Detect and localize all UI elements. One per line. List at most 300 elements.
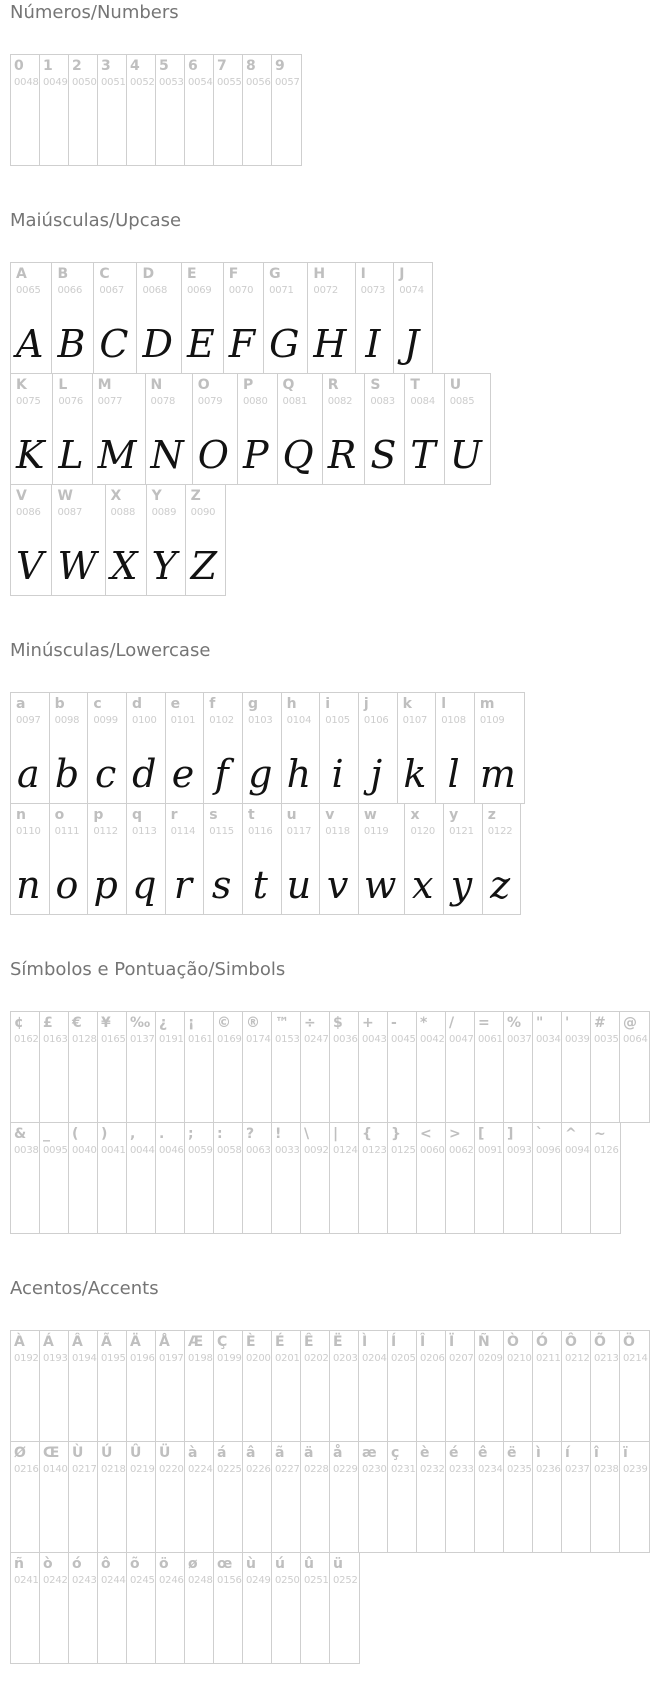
- char-cell: [69, 1442, 98, 1552]
- cell-char: ~: [594, 1126, 606, 1142]
- cell-char: D: [142, 266, 155, 282]
- cell-code: 0213: [594, 1352, 619, 1364]
- char-cell: [330, 1331, 359, 1441]
- char-cell: [11, 55, 40, 165]
- cell-char: *: [420, 1015, 428, 1031]
- cell-code: 0216: [14, 1463, 39, 1475]
- cell-code: 0033: [275, 1144, 300, 1156]
- cell-code: 0104: [286, 714, 312, 726]
- char-cell: [214, 1442, 243, 1552]
- cell-char: h: [286, 696, 297, 712]
- cell-char: @: [623, 1015, 637, 1031]
- cell-char: ': [565, 1015, 570, 1031]
- cell-char: Á: [43, 1334, 54, 1350]
- cell-char: Ê: [304, 1334, 314, 1350]
- char-cell: [475, 1012, 504, 1122]
- char-cell: [243, 693, 282, 803]
- char-cell: [69, 1123, 98, 1233]
- cell-code: 0049: [43, 76, 68, 88]
- char-cell: [272, 1123, 301, 1233]
- cell-code: 0128: [72, 1033, 97, 1045]
- char-cell: [98, 1442, 127, 1552]
- cell-code: 0046: [159, 1144, 184, 1156]
- cell-code: 0044: [130, 1144, 155, 1156]
- cell-glyph: Q: [282, 433, 314, 477]
- cell-glyph: K: [16, 433, 45, 477]
- cell-glyph: f: [214, 752, 229, 796]
- cell-char: Y: [151, 488, 162, 504]
- cell-char: 3: [101, 58, 111, 74]
- char-cell: [52, 263, 94, 373]
- cell-char: Ã: [101, 1334, 112, 1350]
- cell-code: 0080: [242, 395, 268, 407]
- cell-char: o: [54, 807, 65, 823]
- char-cell: [146, 374, 193, 484]
- char-cell: [356, 263, 395, 373]
- char-cell: [11, 1442, 40, 1552]
- cell-char: é: [449, 1445, 459, 1461]
- cell-code: 0217: [72, 1463, 97, 1475]
- cell-char: ô: [101, 1556, 111, 1572]
- cell-glyph: z: [490, 863, 511, 907]
- char-cell: [591, 1012, 620, 1122]
- cell-char: q: [131, 807, 142, 823]
- char-cell: [94, 263, 137, 373]
- char-cell: [98, 1553, 127, 1663]
- char-row: [10, 1441, 650, 1553]
- cell-char: e: [170, 696, 181, 712]
- char-cell: [127, 1553, 156, 1663]
- cell-code: 0125: [391, 1144, 416, 1156]
- cell-code: 0069: [186, 284, 212, 296]
- cell-code: 0109: [479, 714, 505, 726]
- cell-char: ü: [333, 1556, 343, 1572]
- char-cell: [272, 1442, 301, 1552]
- character-map: [10, 2, 651, 1664]
- cell-code: 0099: [93, 714, 118, 726]
- cell-code: 0174: [246, 1033, 271, 1045]
- char-cell: [417, 1123, 446, 1233]
- cell-char: (: [72, 1126, 79, 1142]
- cell-char: 0: [14, 58, 24, 74]
- cell-char: |: [333, 1126, 339, 1142]
- char-cell: [504, 1123, 533, 1233]
- cell-char: 2: [72, 58, 82, 74]
- char-cell: [475, 1123, 504, 1233]
- cell-code: 0113: [131, 825, 157, 837]
- cell-glyph: A: [16, 322, 44, 366]
- cell-glyph: Y: [151, 544, 177, 588]
- cell-code: 0036: [333, 1033, 358, 1045]
- char-cell: [278, 374, 323, 484]
- cell-code: 0065: [16, 284, 41, 296]
- char-cell: [388, 1012, 417, 1122]
- cell-code: 0070: [228, 284, 254, 296]
- char-cell: [417, 1012, 446, 1122]
- cell-char: f: [209, 696, 216, 712]
- cell-char: ^: [565, 1126, 577, 1142]
- char-cell: [11, 804, 50, 914]
- cell-glyph: p: [93, 863, 118, 907]
- cell-char: X: [110, 488, 122, 504]
- cell-code: 0037: [507, 1033, 532, 1045]
- cell-glyph: y: [450, 863, 473, 907]
- cell-char: G: [269, 266, 281, 282]
- char-row: [10, 373, 491, 485]
- charmap-section: [10, 2, 651, 166]
- cell-char: Í: [391, 1334, 397, 1350]
- cell-code: 0039: [565, 1033, 590, 1045]
- cell-code: 0119: [363, 825, 389, 837]
- cell-code: 0228: [304, 1463, 329, 1475]
- cell-code: 0059: [188, 1144, 213, 1156]
- char-cell: [50, 693, 89, 803]
- char-cell: [243, 1123, 272, 1233]
- char-cell: [444, 804, 483, 914]
- char-cell: [127, 1012, 156, 1122]
- char-cell: [272, 1553, 301, 1663]
- cell-glyph: l: [447, 752, 460, 796]
- char-cell: [40, 1553, 69, 1663]
- char-cell: [475, 693, 524, 803]
- charmap-section: [10, 959, 651, 1234]
- char-cell: [533, 1331, 562, 1441]
- cell-char: :: [217, 1126, 223, 1142]
- char-cell: [562, 1123, 591, 1233]
- cell-char: À: [14, 1334, 25, 1350]
- char-cell: [301, 1012, 330, 1122]
- char-cell: [127, 1442, 156, 1552]
- cell-code: 0092: [304, 1144, 329, 1156]
- char-cell: [127, 693, 166, 803]
- char-cell: [53, 374, 92, 484]
- cell-code: 0161: [188, 1033, 213, 1045]
- cell-char: &: [14, 1126, 27, 1142]
- cell-code: 0156: [217, 1574, 242, 1586]
- cell-code: 0121: [449, 825, 474, 837]
- cell-char: ‰: [130, 1015, 151, 1031]
- cell-code: 0062: [449, 1144, 474, 1156]
- cell-glyph: o: [55, 863, 79, 907]
- char-cell: [127, 804, 166, 914]
- cell-glyph: n: [16, 863, 41, 907]
- char-cell: [359, 804, 406, 914]
- cell-char: ¿: [159, 1015, 168, 1031]
- cell-char: î: [594, 1445, 599, 1461]
- char-cell: [147, 485, 186, 595]
- cell-char: û: [304, 1556, 314, 1572]
- cell-char: F: [228, 266, 239, 282]
- cell-glyph: M: [97, 433, 137, 477]
- cell-glyph: u: [286, 863, 312, 907]
- cell-char: Ì: [362, 1334, 368, 1350]
- cell-code: 0038: [14, 1144, 39, 1156]
- cell-code: 0091: [478, 1144, 503, 1156]
- char-cell: [214, 1553, 243, 1663]
- cell-glyph: I: [365, 322, 381, 366]
- char-cell: [11, 693, 50, 803]
- cell-code: 0236: [536, 1463, 561, 1475]
- char-cell: [330, 1442, 359, 1552]
- cell-code: 0112: [93, 825, 118, 837]
- cell-char: 1: [43, 58, 53, 74]
- cell-char: Ó: [536, 1334, 548, 1350]
- cell-char: 4: [130, 58, 140, 74]
- cell-char: a: [16, 696, 26, 712]
- cell-char: t: [247, 807, 255, 823]
- cell-glyph: D: [142, 322, 173, 366]
- cell-code: 0107: [402, 714, 428, 726]
- cell-glyph: S: [370, 433, 397, 477]
- cell-code: 0237: [565, 1463, 590, 1475]
- char-cell: [301, 1331, 330, 1441]
- cell-code: 0068: [142, 284, 168, 296]
- char-cell: [301, 1553, 330, 1663]
- cell-code: 0210: [507, 1352, 532, 1364]
- char-cell: [127, 55, 156, 165]
- char-cell: [156, 1123, 185, 1233]
- cell-code: 0153: [275, 1033, 300, 1045]
- section-rows: [10, 54, 651, 166]
- cell-char: l: [441, 696, 447, 712]
- cell-char: T: [410, 377, 420, 393]
- charmap-section: [10, 1278, 651, 1664]
- cell-code: 0235: [507, 1463, 532, 1475]
- cell-glyph: F: [228, 322, 256, 366]
- char-cell: [185, 1553, 214, 1663]
- cell-char: ÷: [304, 1015, 316, 1031]
- cell-char: Z: [190, 488, 201, 504]
- char-cell: [330, 1123, 359, 1233]
- cell-char: M: [97, 377, 112, 393]
- cell-char: œ: [217, 1556, 233, 1572]
- cell-char: .: [159, 1126, 165, 1142]
- char-cell: [562, 1442, 591, 1552]
- cell-char: £: [43, 1015, 53, 1031]
- cell-code: 0087: [57, 506, 83, 518]
- cell-char: J: [399, 266, 405, 282]
- cell-code: 0169: [217, 1033, 242, 1045]
- char-cell: [359, 1442, 388, 1552]
- cell-char: s: [209, 807, 218, 823]
- char-cell: [330, 1012, 359, 1122]
- cell-char: 5: [159, 58, 169, 74]
- cell-glyph: a: [17, 752, 40, 796]
- cell-char: \: [304, 1126, 310, 1142]
- cell-code: 0244: [101, 1574, 126, 1586]
- char-cell: [264, 263, 308, 373]
- char-cell: [214, 55, 243, 165]
- cell-char: ë: [507, 1445, 517, 1461]
- cell-char: C: [99, 266, 110, 282]
- cell-glyph: m: [479, 752, 516, 796]
- cell-code: 0229: [333, 1463, 358, 1475]
- cell-glyph: j: [370, 752, 383, 796]
- cell-glyph: G: [269, 322, 300, 366]
- cell-code: 0220: [159, 1463, 184, 1475]
- cell-code: 0110: [16, 825, 41, 837]
- cell-code: 0086: [16, 506, 41, 518]
- char-cell: [69, 55, 98, 165]
- char-row: [10, 1122, 621, 1234]
- cell-code: 0165: [101, 1033, 126, 1045]
- char-cell: [436, 693, 475, 803]
- cell-code: 0246: [159, 1574, 184, 1586]
- char-cell: [388, 1442, 417, 1552]
- cell-code: 0218: [101, 1463, 126, 1475]
- cell-char: j: [363, 696, 369, 712]
- cell-char: E: [186, 266, 197, 282]
- cell-char: Ë: [333, 1334, 343, 1350]
- cell-char: è: [420, 1445, 430, 1461]
- cell-code: 0098: [54, 714, 80, 726]
- cell-char: ñ: [14, 1556, 24, 1572]
- char-row: [10, 1552, 360, 1664]
- cell-code: 0122: [487, 825, 513, 837]
- cell-code: 0056: [246, 76, 271, 88]
- cell-code: 0247: [304, 1033, 329, 1045]
- cell-code: 0194: [72, 1352, 97, 1364]
- char-cell: [475, 1442, 504, 1552]
- char-cell: [405, 374, 444, 484]
- cell-char: W: [57, 488, 73, 504]
- cell-code: 0060: [420, 1144, 445, 1156]
- cell-code: 0115: [209, 825, 234, 837]
- cell-code: 0041: [101, 1144, 126, 1156]
- cell-char: %: [507, 1015, 522, 1031]
- cell-code: 0079: [197, 395, 223, 407]
- cell-glyph: B: [57, 322, 86, 366]
- cell-char: ø: [188, 1556, 198, 1572]
- cell-char: Å: [159, 1334, 170, 1350]
- cell-char: Ï: [449, 1334, 455, 1350]
- section-rows: [10, 1330, 651, 1664]
- char-cell: [323, 374, 366, 484]
- cell-code: 0108: [441, 714, 466, 726]
- char-cell: [359, 1012, 388, 1122]
- cell-char: ®: [246, 1015, 260, 1031]
- cell-char: {: [362, 1126, 372, 1142]
- cell-char: c: [93, 696, 102, 712]
- cell-code: 0084: [410, 395, 436, 407]
- cell-char: ": [536, 1015, 544, 1031]
- cell-char: I: [360, 266, 366, 282]
- cell-code: 0245: [130, 1574, 155, 1586]
- char-cell: [405, 804, 444, 914]
- cell-code: 0242: [43, 1574, 68, 1586]
- cell-code: 0198: [188, 1352, 213, 1364]
- cell-code: 0230: [362, 1463, 387, 1475]
- cell-code: 0197: [159, 1352, 184, 1364]
- char-cell: [243, 1553, 272, 1663]
- cell-code: 0231: [391, 1463, 416, 1475]
- cell-code: 0051: [101, 76, 126, 88]
- cell-char: P: [242, 377, 254, 393]
- cell-code: 0116: [247, 825, 273, 837]
- cell-code: 0199: [217, 1352, 242, 1364]
- cell-char: à: [188, 1445, 198, 1461]
- char-cell: [359, 693, 398, 803]
- char-cell: [98, 1012, 127, 1122]
- cell-code: 0101: [170, 714, 196, 726]
- cell-char: -: [391, 1015, 397, 1031]
- cell-code: 0206: [420, 1352, 445, 1364]
- cell-code: 0201: [275, 1352, 300, 1364]
- cell-glyph: W: [57, 544, 97, 588]
- char-cell: [446, 1442, 475, 1552]
- cell-glyph: b: [54, 752, 80, 796]
- char-cell: [69, 1331, 98, 1441]
- cell-code: 0124: [333, 1144, 358, 1156]
- cell-code: 0076: [58, 395, 84, 407]
- cell-char: m: [479, 696, 495, 712]
- cell-char: Ø: [14, 1445, 26, 1461]
- cell-char: å: [333, 1445, 343, 1461]
- char-cell: [106, 485, 147, 595]
- char-cell: [533, 1123, 562, 1233]
- cell-code: 0106: [363, 714, 389, 726]
- section-title: Símbolos e Pontuação/Simbols: [10, 959, 286, 980]
- cell-glyph: J: [403, 322, 420, 366]
- cell-code: 0191: [159, 1033, 184, 1045]
- cell-code: 0100: [131, 714, 157, 726]
- char-cell: [185, 1123, 214, 1233]
- cell-char: ï: [623, 1445, 628, 1461]
- char-cell: [224, 263, 264, 373]
- cell-glyph: d: [132, 752, 157, 796]
- cell-code: 0204: [362, 1352, 387, 1364]
- cell-code: 0090: [190, 506, 216, 518]
- cell-code: 0243: [72, 1574, 97, 1586]
- char-cell: [359, 1331, 388, 1441]
- cell-glyph: N: [150, 433, 184, 477]
- cell-char: ì: [536, 1445, 541, 1461]
- section-title: Acentos/Accents: [10, 1278, 159, 1299]
- char-cell: [417, 1442, 446, 1552]
- cell-char: p: [93, 807, 104, 823]
- cell-char: L: [58, 377, 68, 393]
- cell-glyph: R: [327, 433, 357, 477]
- cell-glyph: P: [242, 433, 269, 477]
- char-cell: [11, 1123, 40, 1233]
- cell-code: 0063: [246, 1144, 271, 1156]
- char-row: [10, 484, 226, 596]
- char-cell: [483, 804, 521, 914]
- cell-char: #: [594, 1015, 606, 1031]
- char-cell: [50, 804, 89, 914]
- char-cell: [272, 1012, 301, 1122]
- cell-char: /: [449, 1015, 455, 1031]
- char-cell: [620, 1331, 649, 1441]
- cell-char: `: [536, 1126, 543, 1142]
- char-cell: [98, 1123, 127, 1233]
- cell-char: R: [327, 377, 339, 393]
- cell-code: 0085: [449, 395, 475, 407]
- char-cell: [156, 1553, 185, 1663]
- cell-char: ¢: [14, 1015, 24, 1031]
- cell-code: 0114: [170, 825, 196, 837]
- char-row: [10, 803, 521, 915]
- cell-char: õ: [130, 1556, 140, 1572]
- char-cell: [182, 263, 224, 373]
- cell-code: 0233: [449, 1463, 474, 1475]
- char-cell: [156, 1012, 185, 1122]
- cell-code: 0232: [420, 1463, 445, 1475]
- cell-glyph: k: [403, 752, 427, 796]
- char-cell: [52, 485, 105, 595]
- cell-code: 0089: [151, 506, 177, 518]
- cell-code: 0058: [217, 1144, 242, 1156]
